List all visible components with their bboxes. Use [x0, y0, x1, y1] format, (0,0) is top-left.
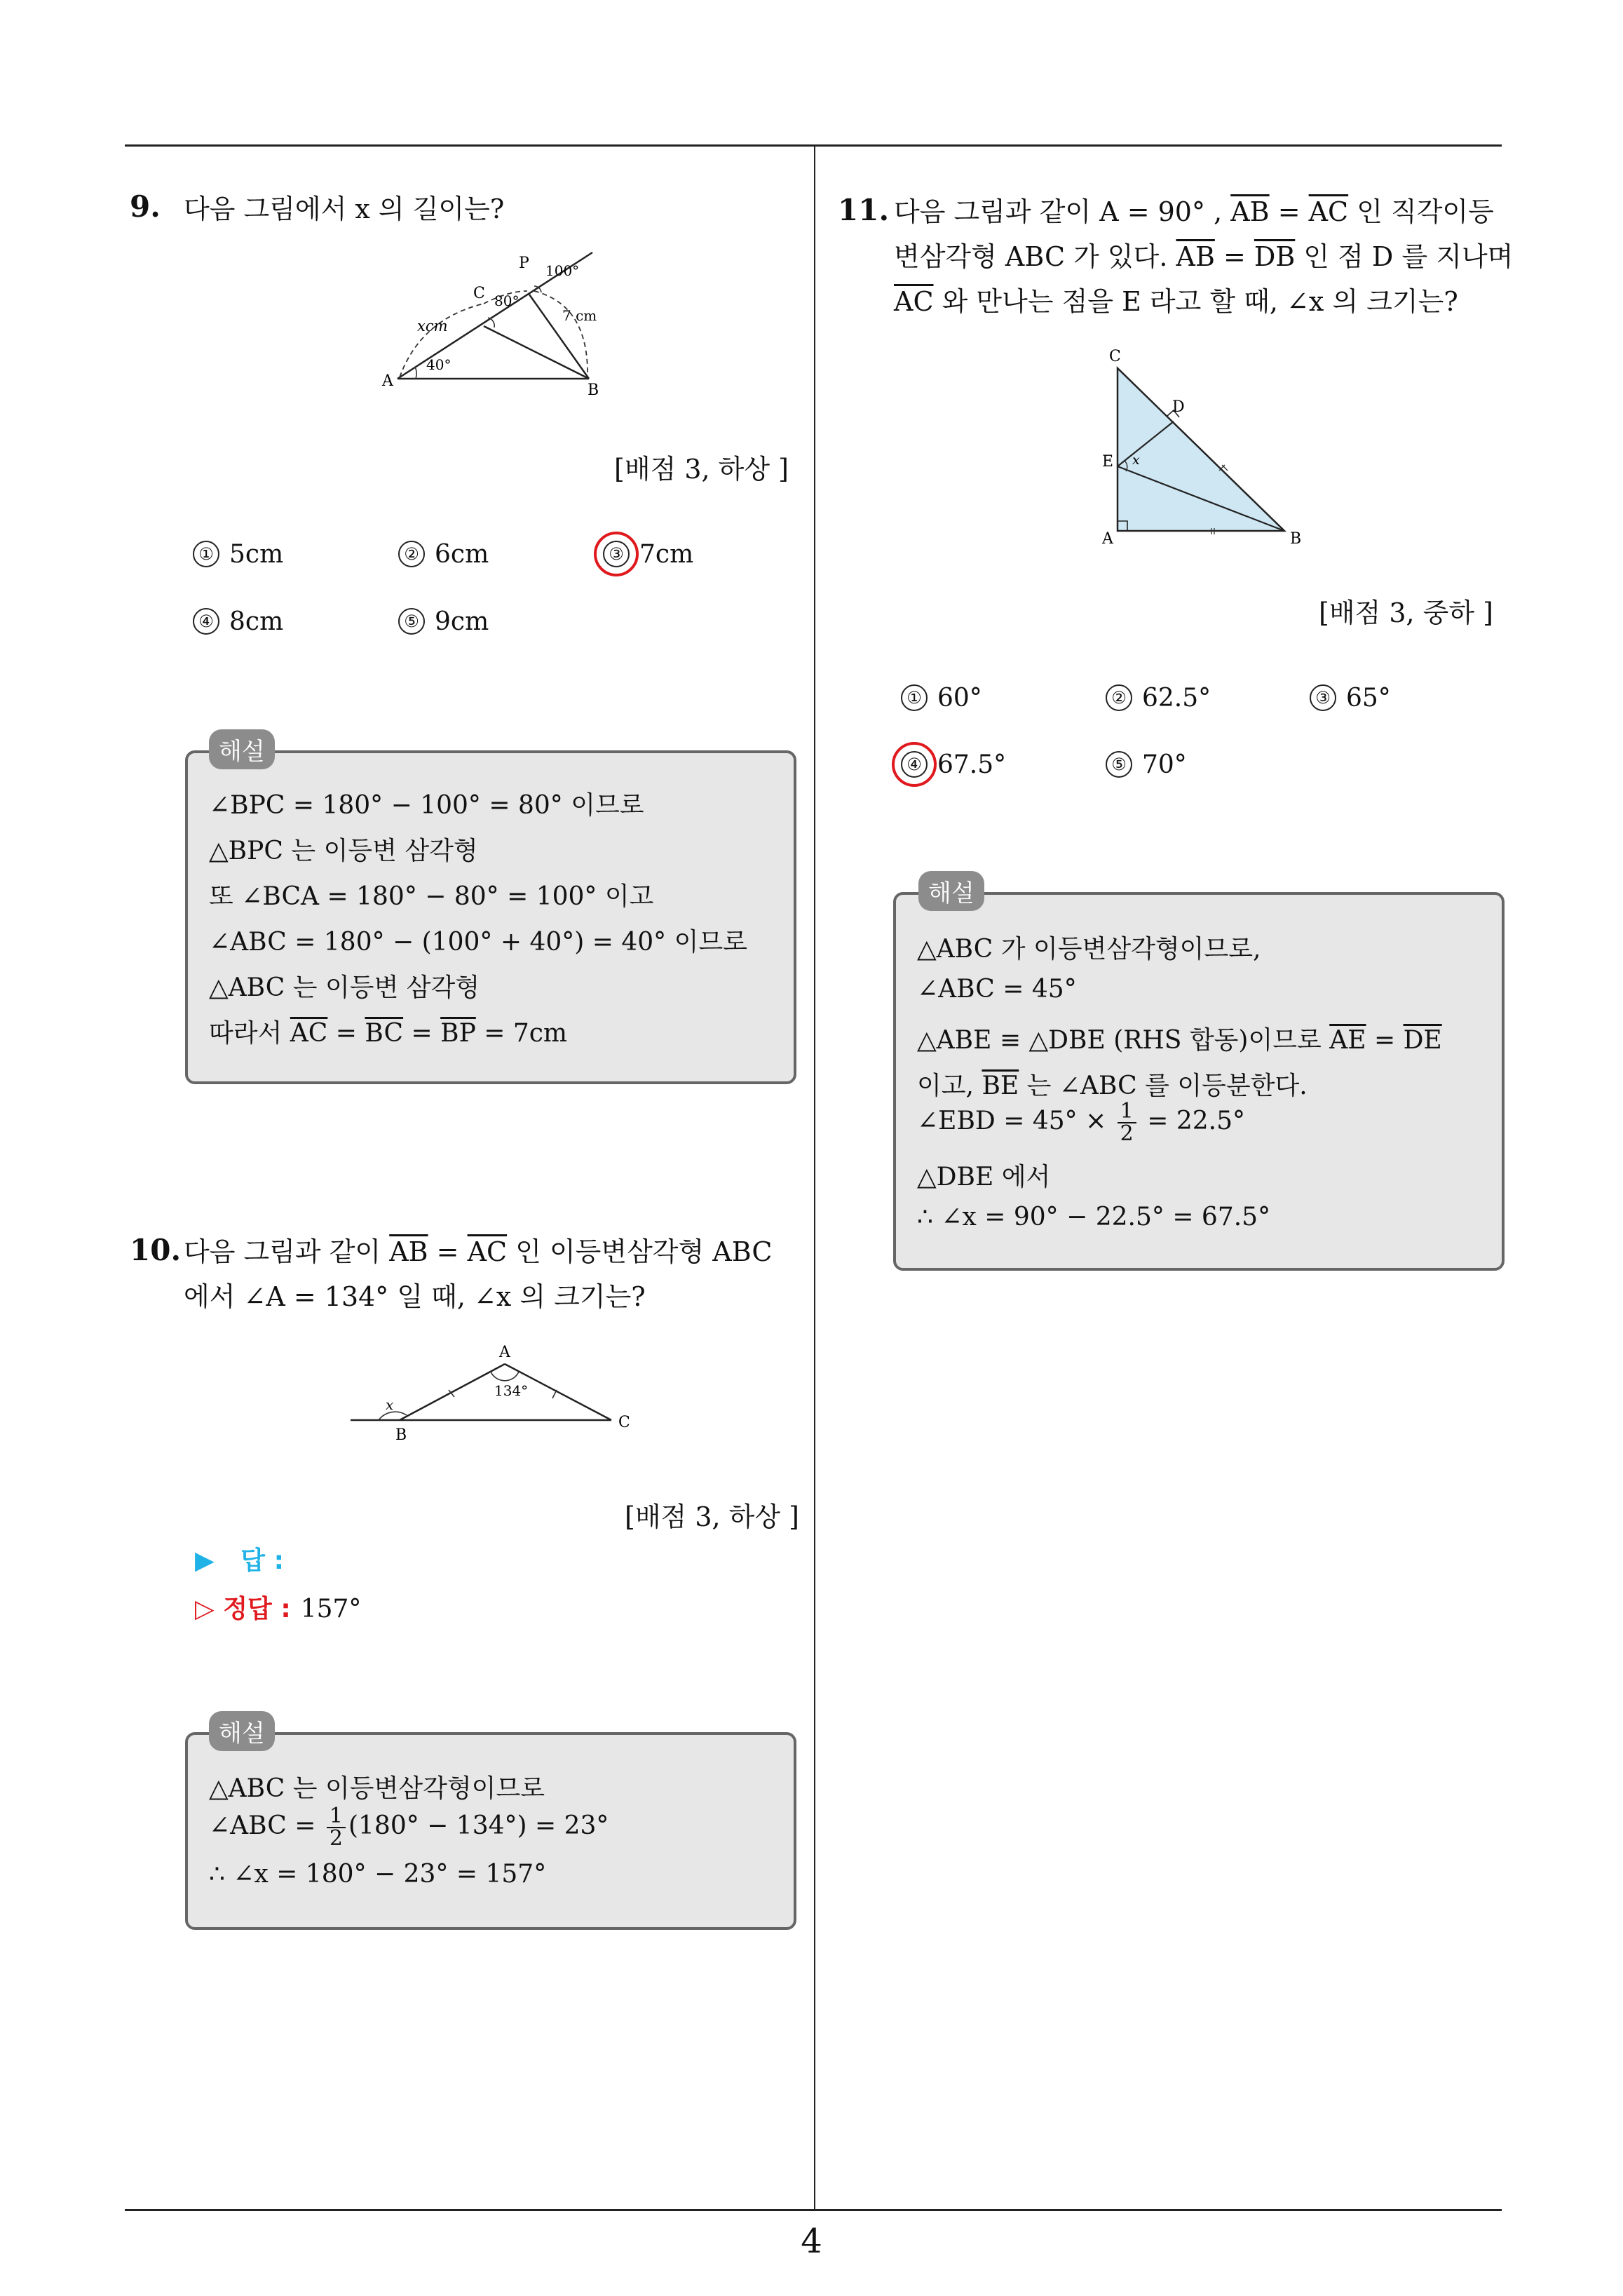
label-B: B	[395, 1426, 407, 1444]
q10-figure	[351, 1339, 645, 1452]
choice-label: 7cm	[639, 540, 694, 569]
selected-answer-mark	[594, 532, 639, 576]
label-C: C	[473, 285, 485, 302]
label-angle-A: 134°	[494, 1382, 529, 1399]
label-A: A	[382, 372, 393, 390]
solution-line: ∴ ∠x = 180° − 23° = 157°	[209, 1860, 547, 1889]
answer-row	[195, 1541, 284, 1576]
choice-mark: ①	[901, 684, 928, 711]
choice-1[interactable]	[193, 540, 283, 570]
choice-mark: ①	[193, 541, 219, 567]
solution-line: 또 ∠BCA = 180° − 80° = 100° 이고	[209, 882, 654, 911]
label-E: E	[1102, 453, 1114, 471]
solution-line: ∴ ∠x = 90° − 22.5° = 67.5°	[917, 1203, 1271, 1231]
solution-line: ∠ABC = 45°	[917, 975, 1077, 1004]
choice-label: 9cm	[435, 607, 489, 636]
solution-line: △ABC 가 이등변삼각형이므로,	[917, 935, 1261, 964]
question-number: 11.	[838, 193, 890, 227]
solution-line: △BPC 는 이등변 삼각형	[209, 837, 478, 865]
choice-label: 67.5°	[937, 750, 1007, 779]
label-C: C	[1109, 348, 1121, 365]
label-x: x	[1132, 452, 1140, 468]
label-B: B	[588, 381, 599, 399]
solution-line: △ABC 는 이등변삼각형이므로	[209, 1774, 545, 1803]
top-rule	[125, 144, 1502, 147]
label-C: C	[618, 1414, 630, 1431]
choice-label: 6cm	[435, 540, 489, 569]
label-angle-C: 80°	[494, 292, 520, 309]
play-icon: ▶	[195, 1546, 215, 1575]
label-angle-P: 100°	[545, 262, 580, 279]
label-side-PB: 7 cm	[562, 307, 597, 324]
choice-2[interactable]	[1106, 684, 1211, 714]
choice-1[interactable]	[901, 684, 982, 714]
choice-label: 65°	[1346, 684, 1391, 713]
column-divider	[814, 145, 815, 2210]
solution-line: △ABE ≡ △DBE (RHS 합동)이므로 $\overline{AE} = \overline{DE}$	[917, 1026, 1442, 1055]
solution-line: △DBE 에서	[917, 1163, 1051, 1191]
selected-answer-mark	[892, 742, 937, 787]
choice-label: 70°	[1142, 750, 1187, 779]
bottom-rule	[125, 2209, 1502, 2211]
solution-tag: 해설	[209, 1711, 275, 1751]
correct-answer-row	[195, 1589, 361, 1625]
solution-line: 따라서 $\overline{AC} = \overline{BC} = \overline{BP} = 7cm$	[209, 1019, 568, 1048]
solution-tag: 해설	[918, 871, 984, 911]
question-text: 다음 그림과 같이 $\overline{AB} = \overline{AC}$ 인 이등변삼각형 ABC	[184, 1236, 773, 1267]
question-meta: [배점 3, 하상 ]	[625, 1501, 799, 1532]
choice-5[interactable]	[398, 607, 489, 637]
question-number: 10.	[130, 1233, 182, 1267]
solution-line: ∠ABC = $\frac{1}{2}$ (180° − 134°) = 23°	[209, 1804, 609, 1851]
q9-figure	[379, 242, 617, 400]
solution-line: 이고, $\overline{BE}$ 는 ∠ABC 를 이등분한다.	[917, 1072, 1308, 1100]
choice-mark: ④	[901, 751, 928, 778]
choice-label: 8cm	[229, 607, 284, 636]
solution-line: ∠ABC = 180° − (100° + 40°) = 40° 이므로	[209, 928, 747, 957]
label-A: A	[1102, 530, 1113, 548]
choice-mark: ②	[398, 541, 425, 567]
play-outline-icon: ▷	[195, 1595, 215, 1623]
choice-label: 60°	[937, 684, 982, 713]
question-meta: [배점 3, 중하 ]	[1319, 597, 1493, 628]
label-side-AC: xcm	[417, 318, 448, 335]
answer-label: 답 :	[240, 1546, 285, 1575]
label-angle-A: 40°	[426, 356, 451, 373]
page-number: 4	[801, 2222, 822, 2261]
question-number: 9.	[130, 189, 161, 224]
label-D: D	[1172, 398, 1185, 416]
label-x: x	[386, 1396, 394, 1413]
label-A: A	[499, 1344, 510, 1361]
choice-3[interactable]	[1310, 684, 1391, 714]
question-text: 다음 그림과 같이 A = 90° , $\overline{AB} = \overline{AC}$ 인 직각이등	[894, 196, 1494, 227]
choice-3[interactable]	[603, 540, 693, 570]
choice-mark: ③	[1310, 684, 1336, 711]
choice-5[interactable]	[1106, 750, 1187, 781]
solution-line: ∠EBD = 45° × $\frac{1}{2}$ = 22.5°	[917, 1099, 1245, 1146]
question-text: 변삼각형 ABC 가 있다. $\overline{AB} = \overline{DB}$ 인 점 D 를 지나며	[894, 241, 1514, 272]
choice-mark: ⑤	[1106, 751, 1132, 778]
question-text: $\overline{AC}$ 와 만나는 점을 E 라고 할 때, ∠x 의 크기는?	[894, 286, 1458, 317]
choice-label: 5cm	[229, 540, 284, 569]
question-text: 다음 그림에서 x 의 길이는?	[184, 194, 505, 224]
question-meta: [배점 3, 하상 ]	[614, 454, 789, 485]
choice-4[interactable]	[901, 750, 1006, 781]
choice-4[interactable]	[193, 607, 283, 637]
choice-label: 62.5°	[1142, 684, 1211, 713]
choice-mark: ⑤	[398, 608, 425, 635]
correct-value: 157°	[300, 1595, 362, 1623]
choice-mark: ④	[193, 608, 219, 635]
choice-2[interactable]	[398, 540, 489, 570]
solution-tag: 해설	[209, 729, 275, 769]
q11-figure	[1094, 340, 1325, 551]
solution-line: ∠BPC = 180° − 100° = 80° 이므로	[209, 791, 644, 820]
choice-mark: ③	[603, 541, 630, 567]
label-B: B	[1290, 530, 1302, 548]
choice-mark: ②	[1106, 684, 1132, 711]
correct-label: 정답 :	[223, 1595, 291, 1623]
label-P: P	[519, 255, 529, 272]
question-text: 에서 ∠A = 134° 일 때, ∠x 의 크기는?	[184, 1281, 646, 1312]
solution-line: △ABC 는 이등변 삼각형	[209, 973, 480, 1002]
